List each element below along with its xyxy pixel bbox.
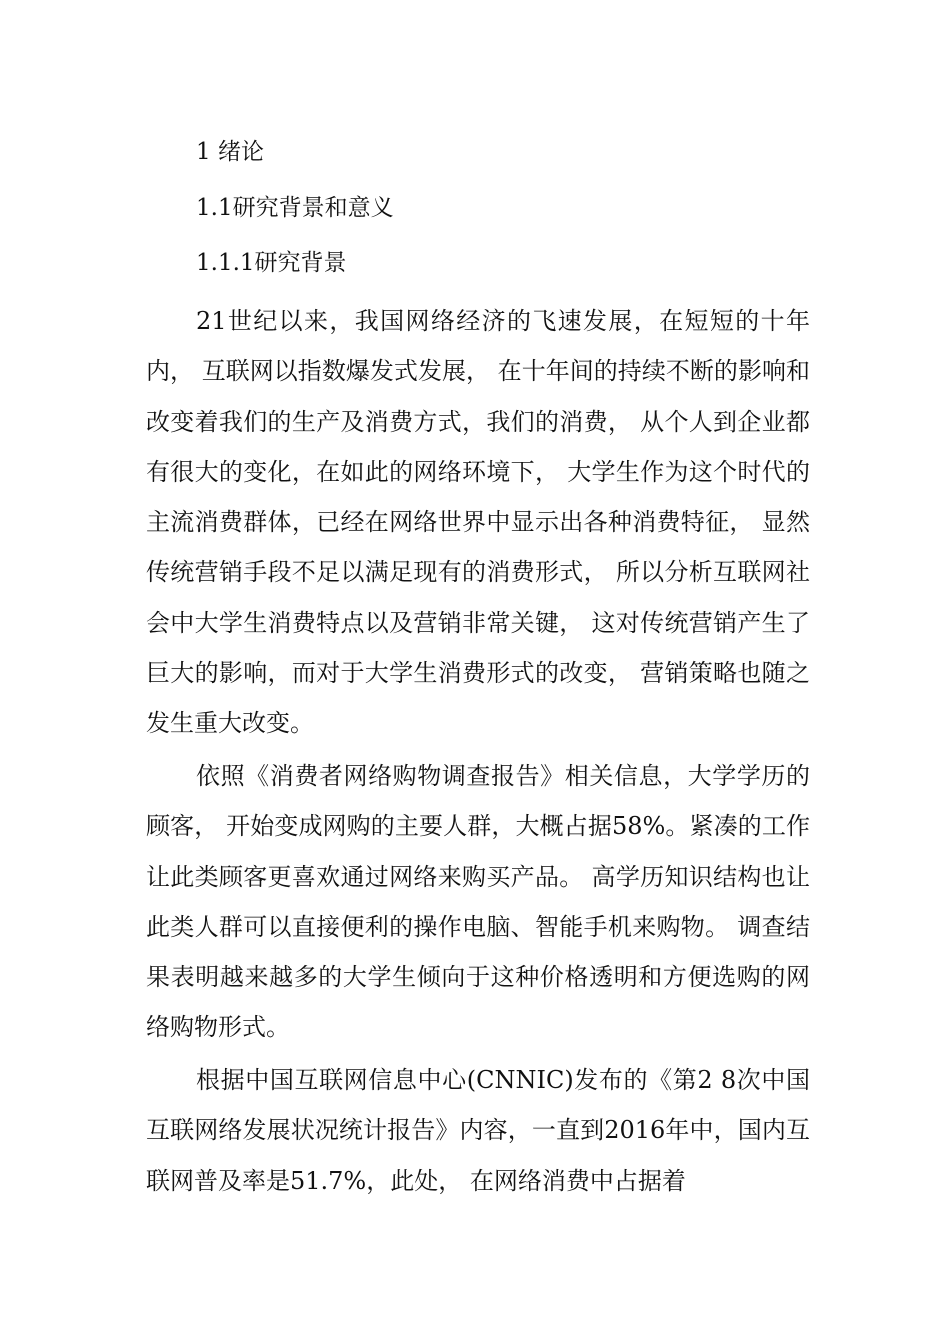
- section-heading: 1.1研究背景和意义: [196, 195, 394, 221]
- paragraph-cnnic-report: 根据中国互联网信息中心(CNNIC)发布的《第2 8次中国互联网络发展状况统计报告》内容，一直到2016年中，国内互联网普及率是51.7%，此处， 在网络消费中占据着: [146, 1066, 810, 1195]
- paragraph-shopping-report: 依照《消费者网络购物调查报告》相关信息，大学学历的顾客， 开始变成网购的主要人群，大概占据58%。紧凑的工作让此类顾客更喜欢通过网络来购买产品。 高学历知识结构也让此类人群可以直接便利的操作电脑、智能手机来购物。 调查结果表明越来越多的大学生倾向于这种价格透明和方便选购的网络购物形式。: [146, 762, 810, 1042]
- subsection-heading: 1.1.1研究背景: [196, 250, 347, 276]
- chapter-heading: 1 绪论: [196, 139, 264, 165]
- paragraph-research-background: 21世纪以来，我国网络经济的飞速发展，在短短的十年内， 互联网以指数爆发式发展， 在十年间的持续不断的影响和改变着我们的生产及消费方式，我们的消费， 从个人到企业都有很大的变化，在如此的网络环境下， 大学生作为这个时代的主流消费群体，已经在网络世界中显示出各种消费特征， 显然传统营销手段不足以满足现有的消费形式， 所以分析互联网社会中大学生消费特点以及营销非常关键， 这对传统营销产生了巨大的影响，而对于大学生消费形式的改变， 营销策略也随之发生重大改变。: [146, 307, 810, 738]
